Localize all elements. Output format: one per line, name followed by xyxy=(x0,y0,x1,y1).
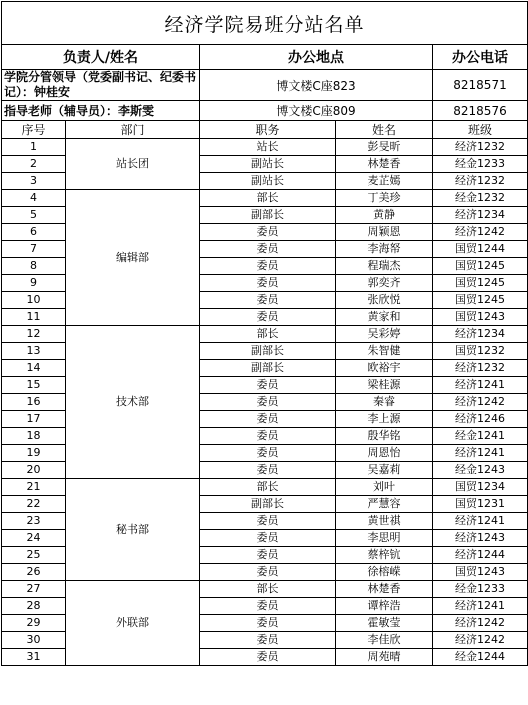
member-class: 国贸1232 xyxy=(433,343,528,360)
member-name: 郭奕齐 xyxy=(336,275,433,292)
member-name: 秦睿 xyxy=(336,394,433,411)
member-no: 19 xyxy=(2,445,66,462)
member-role: 副站长 xyxy=(200,156,336,173)
member-no: 17 xyxy=(2,411,66,428)
member-role: 站长 xyxy=(200,139,336,156)
member-name: 梁桂源 xyxy=(336,377,433,394)
member-name: 朱智健 xyxy=(336,343,433,360)
member-role: 副站长 xyxy=(200,173,336,190)
member-class: 国贸1244 xyxy=(433,241,528,258)
leader-label: 学院分管领导（党委副书记、纪委书记）：钟桂安 xyxy=(2,70,200,101)
member-role: 委员 xyxy=(200,292,336,309)
member-no: 26 xyxy=(2,564,66,581)
member-no: 31 xyxy=(2,649,66,666)
member-no: 23 xyxy=(2,513,66,530)
member-no: 22 xyxy=(2,496,66,513)
member-name: 严慧容 xyxy=(336,496,433,513)
member-no: 8 xyxy=(2,258,66,275)
table-row xyxy=(2,139,528,156)
member-name: 周颖恩 xyxy=(336,224,433,241)
member-name: 谭梓浩 xyxy=(336,598,433,615)
member-name: 彭旻昕 xyxy=(336,139,433,156)
member-no: 25 xyxy=(2,547,66,564)
member-name: 刘叶 xyxy=(336,479,433,496)
member-class: 经济1242 xyxy=(433,394,528,411)
member-role: 副部长 xyxy=(200,343,336,360)
member-role: 委员 xyxy=(200,377,336,394)
member-role: 委员 xyxy=(200,224,336,241)
member-name: 吴彩婷 xyxy=(336,326,433,343)
col-header-class: 班级 xyxy=(433,121,528,139)
member-role: 委员 xyxy=(200,564,336,581)
member-no: 20 xyxy=(2,462,66,479)
member-role: 部长 xyxy=(200,581,336,598)
member-no: 7 xyxy=(2,241,66,258)
department-name: 秘书部 xyxy=(66,479,200,581)
member-name: 黄世祺 xyxy=(336,513,433,530)
member-role: 委员 xyxy=(200,598,336,615)
member-name: 吴嘉莉 xyxy=(336,462,433,479)
member-class: 国贸1231 xyxy=(433,496,528,513)
member-class: 经济1241 xyxy=(433,513,528,530)
member-no: 2 xyxy=(2,156,66,173)
member-class: 经济1242 xyxy=(433,224,528,241)
member-role: 委员 xyxy=(200,394,336,411)
member-role: 委员 xyxy=(200,513,336,530)
advisor-location: 博文楼C座809 xyxy=(200,101,433,121)
member-role: 副部长 xyxy=(200,207,336,224)
member-role: 副部长 xyxy=(200,496,336,513)
advisor-label: 指导老师（辅导员）：李斯雯 xyxy=(2,101,200,121)
member-role: 委员 xyxy=(200,275,336,292)
member-class: 国贸1243 xyxy=(433,564,528,581)
member-class: 国贸1245 xyxy=(433,258,528,275)
member-no: 9 xyxy=(2,275,66,292)
table-row xyxy=(2,326,528,343)
member-role: 委员 xyxy=(200,309,336,326)
member-class: 经济1246 xyxy=(433,411,528,428)
member-no: 24 xyxy=(2,530,66,547)
member-role: 副部长 xyxy=(200,360,336,377)
member-name: 殷华铭 xyxy=(336,428,433,445)
page-title: 经济学院易班分站名单 xyxy=(2,2,528,45)
member-no: 11 xyxy=(2,309,66,326)
col-header-name: 姓名 xyxy=(336,121,433,139)
member-class: 经济1241 xyxy=(433,598,528,615)
table-row xyxy=(2,581,528,598)
member-class: 经济1242 xyxy=(433,632,528,649)
member-role: 委员 xyxy=(200,547,336,564)
member-name: 霍敏莹 xyxy=(336,615,433,632)
member-name: 黄家和 xyxy=(336,309,433,326)
member-class: 经金1243 xyxy=(433,462,528,479)
member-role: 委员 xyxy=(200,615,336,632)
department-name: 技术部 xyxy=(66,326,200,479)
member-class: 经济1241 xyxy=(433,377,528,394)
member-no: 3 xyxy=(2,173,66,190)
department-name: 编辑部 xyxy=(66,190,200,326)
table-row xyxy=(2,479,528,496)
member-name: 黄静 xyxy=(336,207,433,224)
leader-phone: 8218571 xyxy=(433,70,528,101)
member-class: 经金1233 xyxy=(433,156,528,173)
department-name: 站长团 xyxy=(66,139,200,190)
member-name: 李上源 xyxy=(336,411,433,428)
member-name: 李佳欣 xyxy=(336,632,433,649)
member-role: 部长 xyxy=(200,326,336,343)
member-name: 李海帑 xyxy=(336,241,433,258)
member-role: 委员 xyxy=(200,462,336,479)
member-role: 委员 xyxy=(200,530,336,547)
member-class: 经济1242 xyxy=(433,615,528,632)
member-name: 程瑞杰 xyxy=(336,258,433,275)
member-name: 蔡梓钪 xyxy=(336,547,433,564)
member-no: 30 xyxy=(2,632,66,649)
member-no: 6 xyxy=(2,224,66,241)
member-no: 4 xyxy=(2,190,66,207)
member-role: 委员 xyxy=(200,632,336,649)
member-no: 10 xyxy=(2,292,66,309)
member-name: 李思明 xyxy=(336,530,433,547)
member-no: 13 xyxy=(2,343,66,360)
member-name: 欧裕宇 xyxy=(336,360,433,377)
member-class: 经金1232 xyxy=(433,190,528,207)
member-class: 经金1233 xyxy=(433,581,528,598)
advisor-phone: 8218576 xyxy=(433,101,528,121)
header-phone: 办公电话 xyxy=(433,45,528,70)
header-location: 办公地点 xyxy=(200,45,433,70)
member-name: 林楚香 xyxy=(336,156,433,173)
member-class: 经济1232 xyxy=(433,360,528,377)
member-role: 委员 xyxy=(200,258,336,275)
member-class: 经济1241 xyxy=(433,445,528,462)
member-class: 经金1241 xyxy=(433,428,528,445)
member-no: 16 xyxy=(2,394,66,411)
member-name: 周恩怡 xyxy=(336,445,433,462)
leader-location: 博文楼C座823 xyxy=(200,70,433,101)
member-name: 林楚香 xyxy=(336,581,433,598)
member-class: 国贸1243 xyxy=(433,309,528,326)
member-no: 29 xyxy=(2,615,66,632)
member-no: 14 xyxy=(2,360,66,377)
member-name: 丁美珍 xyxy=(336,190,433,207)
member-role: 委员 xyxy=(200,428,336,445)
member-class: 国贸1245 xyxy=(433,275,528,292)
member-no: 12 xyxy=(2,326,66,343)
member-class: 经济1232 xyxy=(433,173,528,190)
member-name: 徐榕嵘 xyxy=(336,564,433,581)
member-class: 经济1234 xyxy=(433,207,528,224)
member-class: 经济1244 xyxy=(433,547,528,564)
col-header-no: 序号 xyxy=(2,121,66,139)
member-role: 部长 xyxy=(200,479,336,496)
roster-table xyxy=(1,1,528,666)
member-class: 经济1234 xyxy=(433,326,528,343)
member-no: 18 xyxy=(2,428,66,445)
col-header-role: 职务 xyxy=(200,121,336,139)
member-no: 28 xyxy=(2,598,66,615)
member-class: 经济1243 xyxy=(433,530,528,547)
member-no: 5 xyxy=(2,207,66,224)
member-role: 委员 xyxy=(200,445,336,462)
member-class: 经金1244 xyxy=(433,649,528,666)
department-name: 外联部 xyxy=(66,581,200,666)
member-class: 国贸1245 xyxy=(433,292,528,309)
member-name: 张欣悦 xyxy=(336,292,433,309)
member-class: 经济1232 xyxy=(433,139,528,156)
header-person: 负责人/姓名 xyxy=(2,45,200,70)
member-role: 部长 xyxy=(200,190,336,207)
member-no: 27 xyxy=(2,581,66,598)
member-no: 15 xyxy=(2,377,66,394)
member-role: 委员 xyxy=(200,649,336,666)
col-header-dept: 部门 xyxy=(66,121,200,139)
member-role: 委员 xyxy=(200,241,336,258)
table-row xyxy=(2,190,528,207)
member-name: 麦芷嫣 xyxy=(336,173,433,190)
member-name: 周苑晴 xyxy=(336,649,433,666)
member-role: 委员 xyxy=(200,411,336,428)
member-no: 1 xyxy=(2,139,66,156)
member-no: 21 xyxy=(2,479,66,496)
member-class: 国贸1234 xyxy=(433,479,528,496)
